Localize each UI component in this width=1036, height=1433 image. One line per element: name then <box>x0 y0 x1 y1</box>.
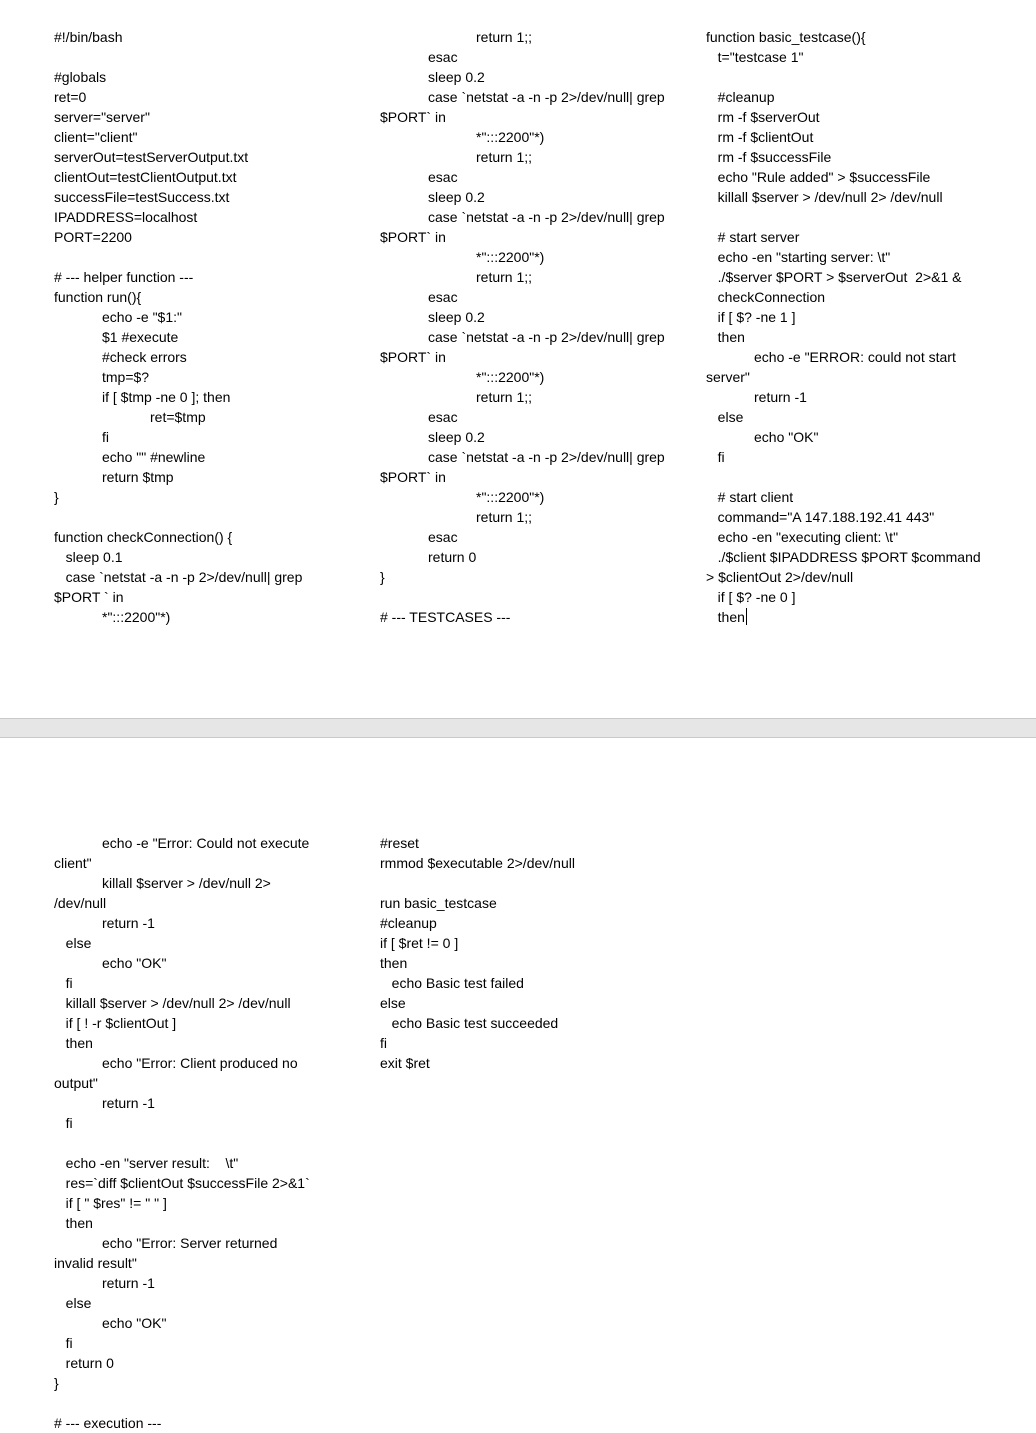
page1-text-column-3[interactable] <box>706 27 1006 627</box>
text-cursor <box>746 608 747 625</box>
page1-text-column-3-content[interactable]: function basic_testcase(){ t="testcase 1" #cleanup rm -f $serverOut rm -f $clientOut rm -f $successFile echo "Rule added" > $successFile killall $server > /dev/null 2> /dev/null # start server echo -en "starting server: \t" ./$server $PORT > $serverOut 2>&1 & checkConnection if [ $? -ne 1 ] then echo -e "ERROR: could not start server" return -1 else echo "OK" fi # start client command="A 147.188.192.41 443" echo -en "executing client: \t" ./$client $IPADDRESS $PORT $command > $clientOut 2>/dev/null if [ $? -ne 0 ] then <box>706 29 981 625</box>
page2-text-column-2[interactable]: #reset rmmod $executable 2>/dev/null run basic_testcase #cleanup if [ $ret != 0 ] then echo Basic test failed else echo Basic test succeeded fi exit $ret <box>380 835 575 1071</box>
page-break <box>0 718 1036 738</box>
page2-text-column-1[interactable]: echo -e "Error: Could not execute client" killall $server > /dev/null 2> /dev/null return -1 else echo "OK" fi killall $server > /dev/null 2> /dev/null if [ ! -r $clientOut ] then echo "Error: Client produced no output" return -1 fi echo -en "server result: \t" res=`diff $clientOut $successFile 2>&1` if [ " $res" != " " ] then echo "Error: Server returned invalid result" return -1 else echo "OK" fi return 0 } # --- execution --- <box>54 835 310 1431</box>
page1-text-column-1[interactable]: #!/bin/bash #globals ret=0 server="server" client="client" serverOut=testServerOutput.txt clientOut=testClientOutput.txt successFile=testSuccess.txt IPADDRESS=localhost PORT=2200 # --- helper function --- function run(){ echo -e "$1:" $1 #execute #check errors tmp=$? if [ $tmp -ne 0 ]; then ret=$tmp fi echo "" #newline return $tmp } function checkConnection() { sleep 0.1 case `netstat -a -n -p 2>/dev/null| grep $PORT ` in *":::2200"*) <box>54 29 303 625</box>
document-page-2 <box>0 738 1036 1431</box>
page1-text-column-2[interactable]: return 1;; esac sleep 0.2 case `netstat -a -n -p 2>/dev/null| grep $PORT` in *":::2200"*) return 1;; esac sleep 0.2 case `netstat -a -n -p 2>/dev/null| grep $PORT` in *":::2200"*) return 1;; esac sleep 0.2 case `netstat -a -n -p 2>/dev/null| grep $PORT` in *":::2200"*) return 1;; esac sleep 0.2 case `netstat -a -n -p 2>/dev/null| grep $PORT` in *":::2200"*) return 1;; esac return 0 } # --- TESTCASES --- <box>380 29 665 625</box>
